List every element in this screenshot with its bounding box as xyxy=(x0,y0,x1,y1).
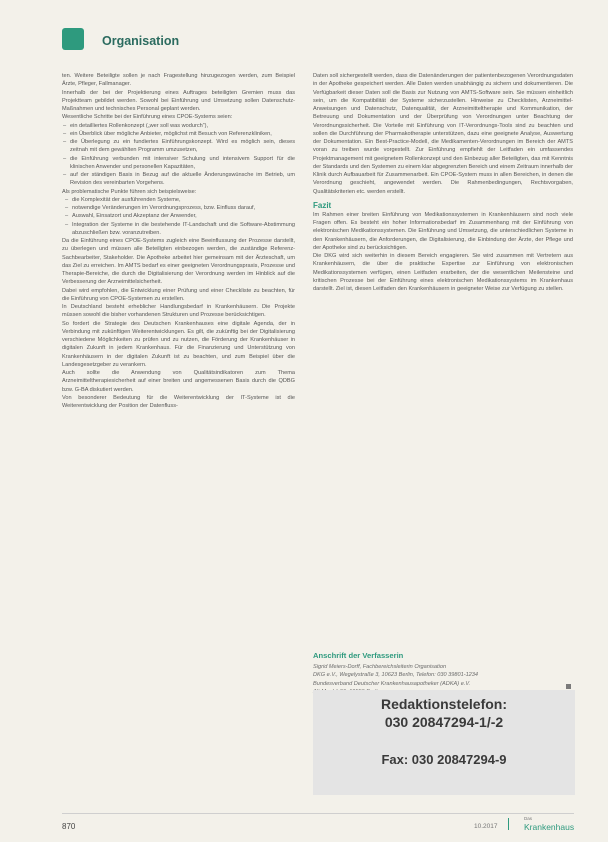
problems-list xyxy=(62,196,295,237)
list-item: – auf der ständigen Basis in Bezug auf die aktuelle Änderungswünsche im Betrieb, um Revision des vereinbarten Vorgehens. xyxy=(70,171,295,188)
section-marker-icon xyxy=(62,28,84,50)
paragraph: Von besonderer Bedeutung für die Weiterentwicklung der IT-Systeme ist die Weiterentwicklung der Position der Datenfluss- xyxy=(62,394,295,409)
paragraph: Wesentliche Schritte bei der Einführung eines CPOE-Systems seien: xyxy=(62,114,233,121)
issue-date: 10.2017 xyxy=(474,823,498,830)
author-line: Bundesverband Deutscher Krankenhausapotheker (ADKA) e.V. xyxy=(313,680,471,687)
left-column xyxy=(62,72,295,410)
paragraph: Innerhalb der bei der Projektierung eines Auftrages beteiligten Gremien muss das Projektteam gebildet werden. Sowohl bei Einführung und Umsetzung sollen Datenschutz-Maßnahmen und technisches Personal geplant werden. xyxy=(62,89,295,112)
list-item: – die Überlegung zu ein fundiertes Einführungskonzept. Wird es möglich sein, dieses zeitnah mit dem gewählten Programm umzusetzen, xyxy=(70,138,295,155)
paragraph: Dabei wird empfohlen, die Entwicklung einer Prüfung und einer Checkliste zu beachten, für die Einführung von CPOE-Systemen zu erstellen. xyxy=(62,287,295,302)
end-mark-icon xyxy=(566,684,571,689)
list-item: – die Komplexität der ausführenden Systeme, xyxy=(72,196,295,204)
list-item: – ein Überblick über mögliche Anbieter, möglichst mit Besuch von Referenzkliniken, xyxy=(70,130,295,138)
steps-list xyxy=(62,122,295,188)
section-title: Organisation xyxy=(102,34,180,48)
paragraph: Die DKG wird sich weiterhin in diesem Bereich engagieren. Sie wird zusammen mit Vertretern aus Krankenhäusern, die über die praktische Expertise zur Einführung von elektronischen Medikationssystemen verfügen, einen Leitfaden erarbeiten, der die wesentlichen Meilensteine und kritischen Prozesse bei der Einführung eines elektronischen Medikationssystems im Krankenhaus darstellt. Ziel ist, diesen Leitfaden den Krankenhäusern in geeigneter Weise zur Verfügung zu stellen. xyxy=(313,253,573,292)
list-item: – die Einführung verbunden mit intensiver Schulung und intensivem Support für die klinischen Anwender und personellen Kapazitäten, xyxy=(70,155,295,172)
paragraph: In Deutschland besteht erheblicher Handlungsbedarf in Krankenhäusern. Die Projekte müssen sowohl die bisher vorhandenen Strukturen und Prozesse berücksichtigen. xyxy=(62,304,295,319)
author-line: DKG e.V., Wegelystraße 3, 10623 Berlin, Telefon: 030 39801-1234 xyxy=(313,672,479,679)
fazit-heading: Fazit xyxy=(313,200,332,210)
logo-divider-icon xyxy=(508,818,519,830)
paragraph: Als problematische Punkte führen sich beispielsweise: xyxy=(62,188,197,195)
paragraph: ten. Weitere Beteiligte sollen je nach Fragestellung hinzugezogen werden, zum Beispiel Ärzte, Pfleger, Fallmanager. xyxy=(62,73,295,88)
paragraph: Da die Einführung eines CPOE-Systems zugleich eine Beeinflussung der Prozesse darstellt, zu überlegen und müssen alle Beteiligten einbezogen werden, die zuständige Referenz-Sachbearbeiter, Stakeholder. Die Apotheke arbeitet hier gemeinsam mit der Ärzteschaft, um das Ziel zu erreichen. Im AMTS bedarf es einer geeigneten Verordnungspraxis, Prozesse und Therapie-Bereiche, die durch die Digitalisierung der Verordnung werden im Hinblick auf die Verbesserung der Arzneimittelsicherheit. xyxy=(62,238,295,286)
editorial-phone-label: Redaktionstelefon: xyxy=(380,696,507,712)
footer-divider xyxy=(62,813,574,814)
page-number: 870 xyxy=(62,822,76,831)
paragraph: Auch sollte die Anwendung von Qualitätsindikatoren zum Thema Arzneimitteltherapiesicherheit auf einer breiten und angemessenen Basis durch die QDBG bzw. G-BA diskutiert werden. xyxy=(62,370,295,393)
paragraph: So fordert die Strategie des Deutschen Krankenhauses eine digitale Agenda, der in Verbindung mit zukünftigen Weiterentwicklungen. Es gilt, die zukünftig bei der Digitalisierung verschiedene Möglichkeiten zu prüfen und zu nutzen, die Förderung der Krankenhäuser in digitalen Zukunft in jedem Krankenhaus. Für die Finanzierung und Unterstützung von Krankenhäusern in der digitalen Zukunft ist zu beachten, und zum Beispiel über die Landesgesetzgeber zu verankern. xyxy=(62,320,295,368)
author-line: Sigrid Meiers-Dorff, Fachbereichsleiterin Organisation xyxy=(313,664,447,670)
paragraph: Daten soll sichergestellt werden, dass die Datenänderungen der patientenbezogenen Verordnungsdaten in der Apotheke gespeichert werden. Alle Daten werden unabhängig zu sichern und dokumentieren. Die Verfügbarkeit dieser Daten soll die Basis zur Nutzung von AMTS-Software sein. Sie müssen einheitlich sein, um die Kompatibilität der Systeme sicherzustellen. Hinweise zu Checklisten, Arzneimittel-Anweisungen und Datenschutz, Datenqualität, der Arzneimitteltherapie und Kommunikation, der Betreuung und Dokumentation und der Überprüfung von Verordnungen unter Beachtung der Verordnungssicherheit. Die Vorteile mit Einführung von IT-Verordnungs-Tools sind zu beachten und sollen die Durchführung der Pharmakotherapie unterstützen, dazu eine geeignete Analyse, Auswertung der Dokumentation. Ein Best-Practice-Modell, die Medikamenten-Verordnungen im Bereich der AMTS voran zu treiben wurde vorgestellt. Zur Einführung empfiehlt der Leitfaden ein umfassendes Projektmanagement mit geeignetem Rollenkonzept und den Einbezug aller Beteiligten, das mit Kenntnis der Standards und den Systemen zu einem klar abgegrenzten Bereich und einem Zeitraum innerhalb der Klinik durch Aufbauarbeit für Zusammenarbeit. Ein CPOE-System muss in allen Bereichen, in denen die Verordnung geschieht, angewendet werden. Die Rahmenbedingungen, Rechtsvorgaben, Qualitätskriterien etc. werden erstellt. xyxy=(313,73,573,195)
right-column xyxy=(313,72,573,293)
fax-number: Fax: 030 20847294-9 xyxy=(381,752,507,767)
list-item: – notwendige Veränderungen im Verordnungsprozess, bzw. Einfluss darauf, xyxy=(72,204,295,212)
editorial-phone-number: 030 20847294-1/-2 xyxy=(384,714,504,730)
list-item: – ein detailliertes Rollenkonzept („wer soll was wodurch“), xyxy=(70,122,295,130)
journal-logo: Krankenhaus xyxy=(524,822,575,832)
list-item: – Integration der Systeme in die bestehende IT-Landschaft und die Software-Abstimmung abzuschließen bzw. voranzutreiben. xyxy=(72,221,295,238)
contact-box xyxy=(313,690,575,795)
list-item: – Auswahl, Einsatzort und Akzeptanz der Anwender, xyxy=(72,212,295,220)
author-heading: Anschrift der Verfasserin xyxy=(313,651,404,660)
paragraph: Im Rahmen einer breiten Einführung von Medikationssystemen in Krankenhäusern sind noch viele Fragen offen. Es besteht ein hoher Informationsbedarf im Zusammenhang mit der Einführung von elektronischen Medikationssystemen. Die Einführung und Umsetzung, die unterschiedlichen Systeme in den Krankenhäusern, die Anforderungen, die Digitalisierung, die Einbindung der Ärzte, der Pflege und der Apotheke sind zu berücksichtigen. xyxy=(313,211,573,251)
logo-small-text: Das xyxy=(524,816,533,821)
